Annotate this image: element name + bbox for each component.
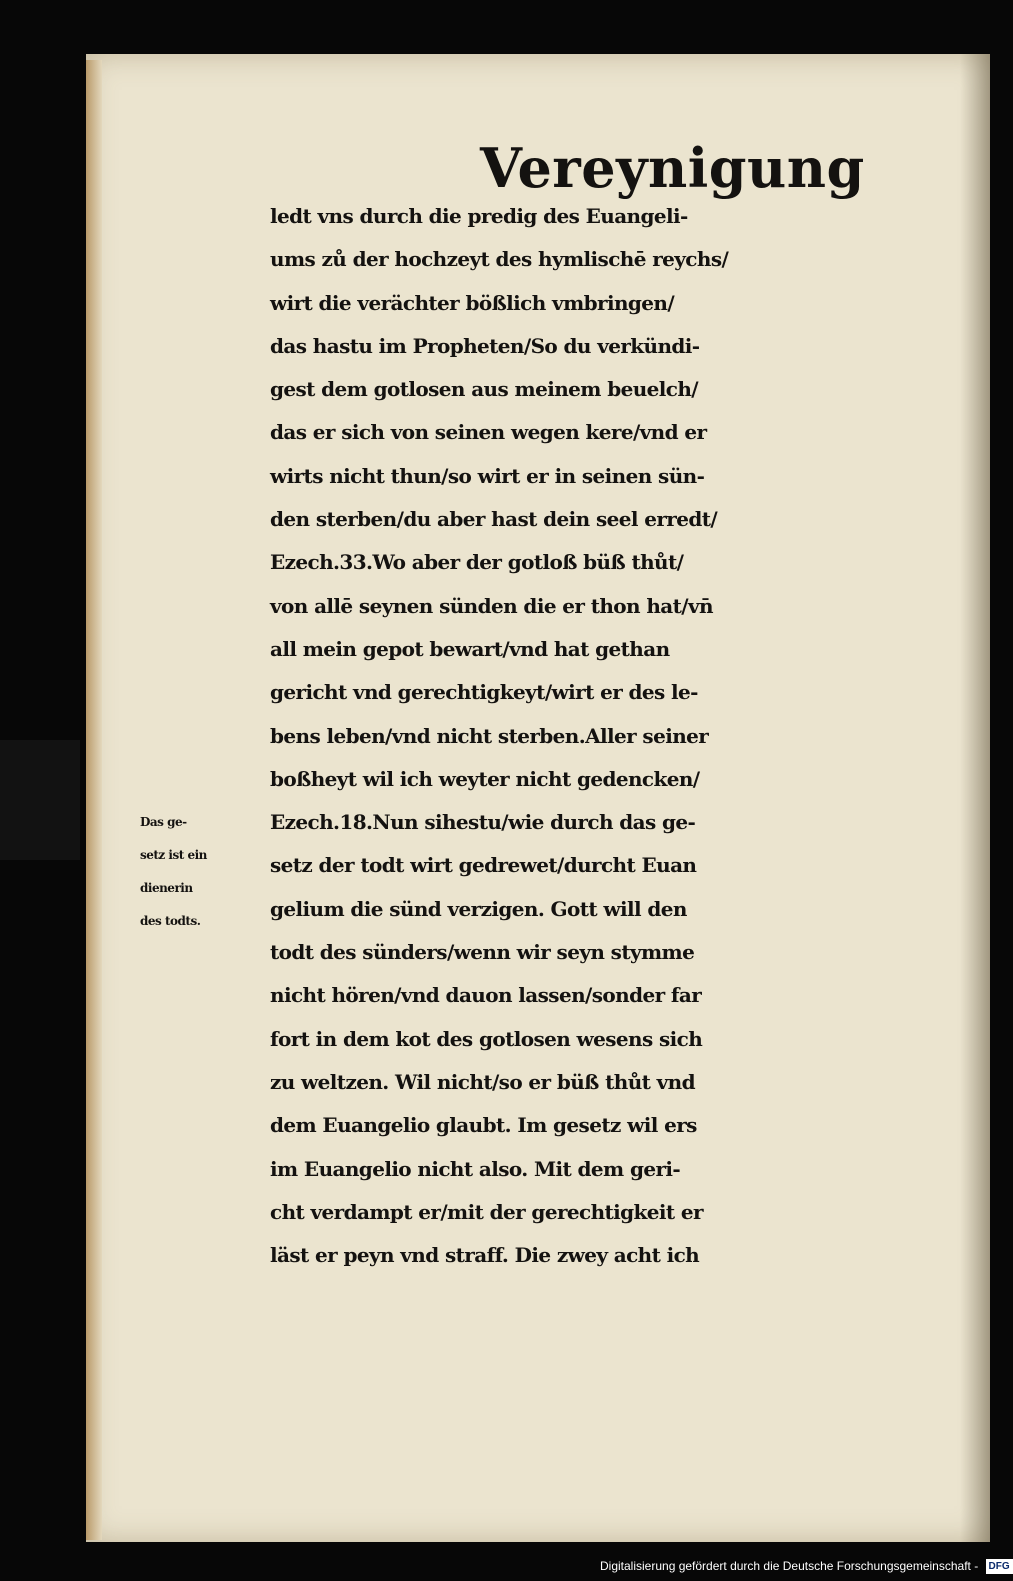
scan-background-mark	[0, 740, 80, 860]
text-line: gericht vnd gerechtigkeyt/wirt er des le-	[270, 680, 698, 705]
text-line: ledt vns durch die predig des Euangeli-	[270, 204, 688, 228]
dfg-logo: DFG	[986, 1559, 1013, 1574]
text-line: von allē seynen sünden die er thon hat/vn̄	[270, 593, 713, 618]
text-line: ums zů der hochzeyt des hymlischē reychs/	[270, 247, 729, 272]
page-edge	[86, 60, 102, 1540]
text-line: gelium die sünd verzigen. Gott will den	[270, 896, 687, 921]
text-line: wirts nicht thun/so wirt er in seinen sün-	[270, 463, 705, 488]
text-line: todt des sünders/wenn wir seyn stymme	[270, 940, 695, 965]
text-line: im Euangelio nicht also. Mit dem geri-	[270, 1156, 681, 1181]
digitization-footer	[600, 1556, 1010, 1581]
margin-note-line: Das ge-	[140, 815, 187, 829]
text-line: Ezech.33.Wo aber der gotloß büß thůt/	[270, 550, 684, 575]
text-line: bens leben/vnd nicht sterben.Aller seiner	[270, 723, 709, 748]
text-line: all mein gepot bewart/vnd hat gethan	[270, 636, 670, 661]
text-line: läst er peyn vnd straff. Die zwey acht ich	[270, 1243, 700, 1268]
text-line: gest dem gotlosen aus meinem beuelch/	[270, 377, 698, 402]
text-line: dem Euangelio glaubt. Im gesetz wil ers	[270, 1113, 697, 1138]
text-line: setz der todt wirt gedrewet/durcht Euan	[270, 853, 697, 878]
text-line: boßheyt wil ich weyter nicht gedencken/	[270, 766, 700, 791]
text-line: zu weltzen. Wil nicht/so er büß thůt vnd	[270, 1069, 695, 1094]
text-line: den sterben/du aber hast dein seel erredt/	[270, 507, 718, 532]
text-line: nicht hören/vnd dauon lassen/sonder far	[270, 983, 702, 1008]
margin-note-line: dienerin	[140, 881, 193, 895]
text-line: cht verdampt er/mit der gerechtigkeit er	[270, 1199, 703, 1224]
margin-note-line: setz ist ein	[140, 848, 207, 862]
text-line: Ezech.18.Nun sihestu/wie durch das ge-	[270, 810, 696, 835]
margin-note	[140, 806, 280, 938]
footer-text: Digitalisierung gefördert durch die Deutsche Forschungsgemeinschaft -	[600, 1559, 979, 1573]
text-line: das hastu im Propheten/So du verkündi-	[270, 333, 700, 358]
text-line: wirt die verächter bößlich vmbringen/	[270, 290, 675, 315]
text-line: fort in dem kot des gotlosen wesens sich	[270, 1026, 703, 1051]
main-text-block	[270, 195, 970, 1277]
running-header: Vereynigung	[480, 136, 865, 200]
text-line: das er sich von seinen wegen kere/vnd er	[270, 420, 707, 445]
margin-note-line: des todts.	[140, 914, 201, 928]
